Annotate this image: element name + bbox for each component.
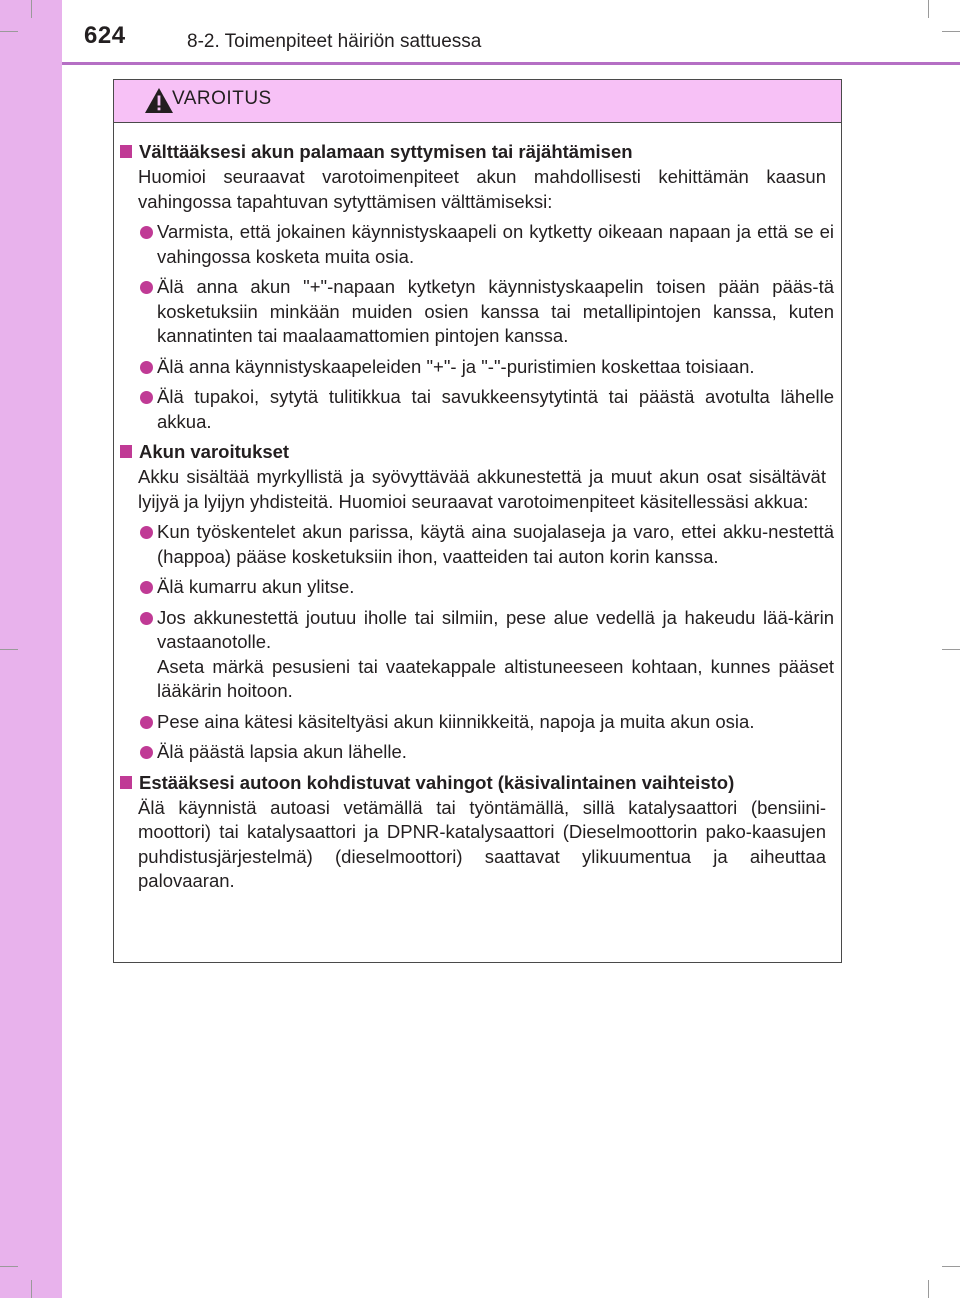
list-item [114,275,841,349]
square-bullet-icon [120,445,132,458]
paragraph: Akku sisältää myrkyllistä ja syövyttävää akkunestettä ja muut akun osat sisältävät lyijyä ja lyijyn yhdisteitä. Huomioi seuraavat varotoimenpiteet käsitellessäsi akkua: [138,466,826,512]
list-item [114,520,841,569]
crop-mark [0,1266,18,1267]
crop-mark [928,1280,929,1298]
warning-label: VAROITUS [172,88,272,109]
heading-text: Välttääksesi akun palamaan syttymisen tai räjähtämisen [139,141,633,162]
warning-header [114,80,841,123]
section-heading [114,440,841,464]
list-item [114,220,841,269]
circle-bullet-icon [140,581,153,594]
circle-bullet-icon [140,361,153,374]
crop-mark [942,1266,960,1267]
circle-bullet-icon [140,716,153,729]
circle-bullet-icon [140,746,153,759]
list-item-text: Kun työskentelet akun parissa, käytä aina suojalaseja ja varo, ettei akku-nestettä (happoa) pääse kosketuksiin ihon, vaatteiden tai auton korin kanssa. [157,521,834,567]
list-item-text: Älä anna käynnistyskaapeleiden "+"- ja "-"-puristimien koskettaa toisiaan. [157,355,755,377]
list-item-text: Pese aina kätesi käsiteltyäsi akun kiinnikkeitä, napoja ja muita akun osia. [157,710,755,732]
crop-mark [0,31,18,32]
square-bullet-icon [120,776,132,789]
crop-mark [31,0,32,18]
warning-box [113,79,842,963]
circle-bullet-icon [140,281,153,294]
list-item-text: Varmista, että jokainen käynnistyskaapeli on kytketty oikeaan napaan ja että se ei vahingossa kosketa muita osia. [157,221,834,267]
circle-bullet-icon [140,226,153,239]
heading-text: Akun varoitukset [139,441,290,462]
list-item-text: Älä päästä lapsia akun lähelle. [157,741,407,762]
warning-content [114,137,841,900]
list-item [114,740,841,765]
section-heading [114,771,841,795]
paragraph: Älä käynnistä autoasi vetämällä tai työntämällä, sillä katalysaattori (bensiini-moottori) tai katalysaattori ja DPNR-katalysaattori (Dieselmoottorin pako-kaasujen puhdistusjärjestelmä) (dieselmoottori) saattavat ylikuumentua ja aiheuttaa palovaaran. [138,796,826,891]
list-item [114,710,841,735]
list-item-continuation: Aseta märkä pesusieni tai vaatekappale altistuneeseen kohtaan, kunnes pääset lääkärin hoitoon. [157,655,834,701]
list-item-text: Älä tupakoi, sytytä tulitikkua tai savukkeensytytintä tai päästä avotulta lähelle akkua. [157,386,834,432]
header-rule [62,62,960,65]
crop-mark [928,0,929,18]
section-title: 8-2. Toimenpiteet häiriön sattuessa [187,31,482,52]
list-item [114,606,841,704]
heading-text: Estääksesi autoon kohdistuvat vahingot (käsivalintainen vaihteisto) [139,771,735,793]
square-bullet-icon [120,145,132,158]
crop-mark [942,31,960,32]
list-item [114,575,841,600]
page-number: 624 [84,22,126,49]
circle-bullet-icon [140,612,153,625]
list-item [114,355,841,380]
section-heading [114,140,841,164]
paragraph: Huomioi seuraavat varotoimenpiteet akun mahdollisesti kehittämän kaasun vahingossa tapahtuvan sytyttämisen välttämiseksi: [138,166,826,212]
list-item-text: Älä kumarru akun ylitse. [157,576,355,597]
list-item [114,385,841,434]
circle-bullet-icon [140,391,153,404]
list-item-text: Älä anna akun "+"-napaan kytketyn käynnistyskaapelin toisen pään pääs-tä kosketuksiin minkään muiden osien kanssa tai metallipintojen kanssa, kuten kannatinten tai maalaamattomien pintojen kanssa. [157,276,834,346]
crop-mark [942,649,960,650]
circle-bullet-icon [140,526,153,539]
list-item-text: Jos akkunestettä joutuu iholle tai silmiin, pese alue vedellä ja hakeudu lää-kärin vastaanotolle. [157,606,834,652]
crop-mark [31,1280,32,1298]
crop-mark [0,649,18,650]
warning-triangle-icon [144,87,174,114]
